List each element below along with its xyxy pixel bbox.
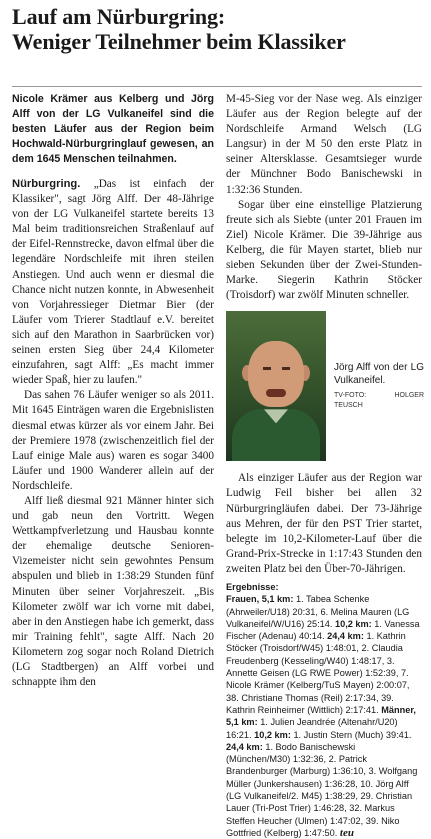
results-women-10-label: 10,2 km:: [334, 618, 372, 629]
author-signature: teu: [339, 826, 354, 839]
results-women-24-label: 24,4 km:: [327, 631, 364, 642]
left-column: [12, 92, 214, 690]
results-women-24: 1. Kathrin Stöcker (Troisdorf/W45) 1:48:01, 2. Claudia Freudenberg (Kesseling/W40) 1:48:17, 3. Annette Geisen (LG RWE Power) 1:52:39, 7. Nicole Krämer (Kelberg/TuS Mayen) 2:00:07, 38. Christiane Thomas (Reil) 2:17:34, 39. Kathrin Reinheimer (Wittlich) 2:17:41.: [226, 631, 410, 715]
results-title: Ergebnisse:: [226, 581, 279, 592]
right-column: [226, 92, 422, 839]
photo-block: [226, 311, 422, 463]
results-men-24-label: 24,4 km:: [226, 741, 263, 752]
results-box: [226, 581, 422, 839]
headline-line-1: Lauf am Nürburgring:: [12, 4, 226, 29]
paragraph-2: Das sahen 76 Läufer weniger so als 2011. Mit 1645 Einträgen waren die Ergebnislisten diesmal etwas kürzer als vor einem Jahr. Bei der Premiere 1978 (zwischenzeitlich fiel der Lauf einige Male aus) waren es sogar 3400 Läufer und 1900 Wanderer allein auf der Nordschleife.: [12, 389, 214, 492]
headline-line-2: Weniger Teilnehmer beim Klassiker: [12, 29, 346, 54]
runner-photo: [226, 311, 326, 461]
results-men-10: 1. Justin Stern (Much) 39:41.: [290, 729, 412, 740]
paragraph-4: M-45-Sieg vor der Nase weg. Als einziger Läufer aus der Region belegte auf der Nordschleife Armand Welsch (LG Langsur) in der M 50 den erste Platz in seiner Altersklasse. Gesamtsieger wurde der Münchner Bodo Banischewski in 1:32:36 Stunden.: [226, 93, 422, 196]
results-women-5-label: Frauen, 5,1 km:: [226, 594, 294, 605]
paragraph-5: Sogar über eine einstellige Platzierung freute sich als Siebte (unter 201 Frauen im Ziel) Nicole Krämer. Die 39-Jährige aus Kelberg, die für Mayen startet, blieb nur sieben Sekunden über der Zwei-Stunden-Marke. Siegerin Kathrin Stöcker (Troisdorf) war zwölf Minuten schneller.: [226, 198, 422, 302]
lead-paragraph: Nicole Krämer aus Kelberg und Jörg Alff von der LG Vulkaneifel sind die besten Läufer aus der Region beim Hochwald-Nürburgringlauf gewesen, an dem 1645 Menschen teilnahmen.: [12, 93, 214, 165]
paragraph-1: [12, 177, 214, 388]
dateline: Nürburgring.: [12, 178, 81, 190]
photo-credit: TV-FOTO: HOLGER TEUSCH: [334, 392, 424, 410]
photo-caption: Jörg Alff von der LG Vulkaneifel.: [334, 362, 424, 387]
paragraph-3: Alff ließ diesmal 921 Männer hinter sich und gab neun den Vortritt. Wegen Wettkampfverletzung und Hausbau konnte der ehemalige deutsche Senioren-Vizemeister nicht sein gewohntes Pensum abspulen und blieb in 1:38:29 Stunden fünf Minuten über seiner Vorjahreszeit. „Bis Kilometer zwölf war ich vorne mit dabei, aber in den Anstiegen habe ich gemerkt, dass mir Training fehlt", sagte Alff. Nach 20 Kilometern zog sogar noch Roland Dietrich (LG Stadtbergen) an Alff vorbei und schnappte ihm den: [12, 494, 214, 689]
headline: [12, 4, 422, 54]
results-men-5: 1. Julien Jeandrée (Altenahr/U20) 16:21.: [226, 717, 398, 740]
paragraph-6: Als einziger Läufer aus der Region war Ludwig Feil bisher bei allen 32 Nürburgringläufen dabei. Der 73-Jährige aus Mehren, der für den PST Trier startet, belegte im 10,2-Kilometer-Lauf über die Grand-Prix-Strecke in 1:17:43 Stunden den zweiten Platz bei den Über-70-Jährigen.: [226, 472, 422, 575]
results-women-5: 1. Tabea Schenke (Ahrweiler/U18) 20:31, 6. Melina Mauren (LG Vulkaneifel/W/U16) 25:14.: [226, 594, 410, 629]
headline-rule: [12, 86, 422, 87]
results-women-10: 1. Vanessa Fischer (Adenau) 40:14.: [226, 618, 420, 642]
results-men-5-label: Männer, 5,1 km:: [226, 704, 416, 728]
results-men-10-label: 10,2 km:: [254, 729, 291, 740]
results-men-24: 1. Bodo Banischewski (München/M30) 1:32:36, 2. Patrick Brandenburger (Marburg) 1:36:10, 3. Wolfgang Müller (Junkershausen) 1:36:28, 10. Jörg Alff (LG Vulkaneifel/2. M45) 1:38:29, 29. Christian Lauer (Tri-Post Trier) 1:46:28, 32. Markus Steffen Heucher (Ulmen) 1:47:02, 39. Niko Gottfried (Kelberg) 1:47:50.: [226, 741, 418, 838]
paragraph-1-text: „Das ist einfach der Klassiker", sagt Jörg Alff. Der 48-Jährige von der LG Vulkaneifel startete bereits 13 Mal beim traditionsreichen Straßenlauf auf der Eifel-Rennstrecke, davon elfmal über die legendäre Nordschleife mit ihren steilen Anstiegen. Und auch wenn er diesmal die Chance nicht nutzen konnte, in Abwesenheit von Vorjahressieger Dietmar Bier (der Läufer vom Trierer Stadtlauf e.V. bereitet sich auf den Marathon in Saarbrücken vor) seinen ersten Sieg über 24,4 Kilometer einzufahren, sagt Alff: „Es macht immer wieder Spaß, hier zu laufen.": [12, 178, 214, 387]
